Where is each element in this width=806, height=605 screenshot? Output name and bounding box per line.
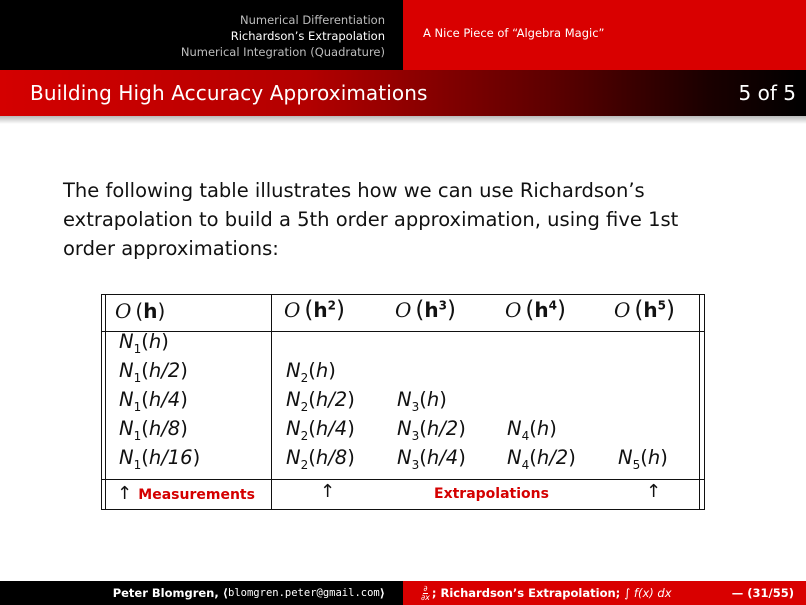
table-cell-n4-h: $N_4(h)$: [507, 417, 557, 443]
table-border-right-inner: [699, 295, 700, 509]
nav-section-numerical-integration[interactable]: Numerical Integration (Quadrature): [180, 45, 385, 59]
measurements-label: ↑ Measurements: [117, 483, 255, 504]
table-cell-n3-h2: $N_3(h/2)$: [397, 417, 466, 443]
footer-section-name: ; Richardson’s Extrapolation;: [431, 586, 621, 600]
up-arrow-icon: ↑: [117, 483, 133, 504]
table-cell-n3-h: $N_3(h)$: [397, 388, 447, 414]
table-cell-n3-h4: $N_3(h/4)$: [397, 446, 466, 472]
partial-derivative-icon: $\frac{\partial}{\partial x}$: [421, 583, 430, 602]
table-border-left-inner: [105, 295, 106, 509]
intro-paragraph: The following table illustrates how we can use Richardson’s extrapolation to build a 5th order approximation, using five 1st order approximations:: [63, 179, 679, 260]
footer-author: Peter Blomgren, ⟨ blomgren.peter@gmail.com ⟩: [0, 581, 403, 605]
table-footer-divider: [101, 479, 705, 480]
nav-section-richardsons-extrapolation[interactable]: Richardson’s Extrapolation: [230, 29, 385, 43]
table-cell-n5-h: $N_5(h)$: [618, 446, 668, 472]
table-header-order-1: O (h): [115, 299, 166, 323]
top-navigation: [0, 0, 806, 70]
table-cell-n1-h8: $N_1(h/8)$: [119, 417, 188, 443]
table-header-divider: [101, 331, 705, 332]
table-cell-n4-h2: $N_4(h/2)$: [507, 446, 576, 472]
section-navigation: [0, 0, 403, 70]
frame-counter: 5 of 5: [738, 81, 796, 105]
table-cell-n2-h2: $N_2(h/2)$: [286, 388, 355, 414]
title-bar-shadow: [0, 116, 806, 124]
table-column-divider: [271, 295, 272, 509]
author-name: Peter Blomgren,: [112, 586, 219, 600]
nav-section-numerical-differentiation[interactable]: Numerical Differentiation: [240, 13, 385, 27]
table-cell-n2-h: $N_2(h)$: [286, 359, 336, 385]
footer: [0, 581, 806, 605]
footer-section: [403, 581, 806, 605]
nav-subsection-algebra-magic[interactable]: A Nice Piece of “Algebra Magic”: [423, 26, 605, 40]
table-header-order-2: O $(h^2)$: [284, 297, 345, 323]
table-header-order-3: O $(h^3)$: [395, 297, 456, 323]
table-cell-n2-h4: $N_2(h/4)$: [286, 417, 355, 443]
frame-title-bar: [0, 70, 806, 116]
up-arrow-icon: ↑: [320, 481, 336, 502]
table-cell-n1-h16: $N_1(h/16)$: [119, 446, 201, 472]
table-cell-n1-h4: $N_1(h/4)$: [119, 388, 188, 414]
table-cell-n1-h2: $N_1(h/2)$: [119, 359, 188, 385]
table-border-left-outer: [101, 295, 102, 509]
subsection-navigation: [403, 0, 806, 70]
integral-icon: ∫ f(x) dx: [624, 586, 672, 600]
author-email: blomgren.peter@gmail.com: [228, 587, 380, 599]
table-cell-n2-h8: $N_2(h/8)$: [286, 446, 355, 472]
page-number: — (31/55): [731, 586, 794, 600]
table-header-order-4: O $(h^4)$: [505, 297, 566, 323]
table-border-right-outer: [704, 295, 705, 509]
table-header-order-5: O $(h^5)$: [614, 297, 675, 323]
up-arrow-icon: ↑: [646, 481, 662, 502]
table-cell-n1-h: $N_1(h)$: [119, 330, 169, 356]
frame-title: Building High Accuracy Approximations: [30, 81, 428, 105]
extrapolations-label: Extrapolations: [434, 486, 549, 502]
richardson-table: [101, 294, 705, 510]
